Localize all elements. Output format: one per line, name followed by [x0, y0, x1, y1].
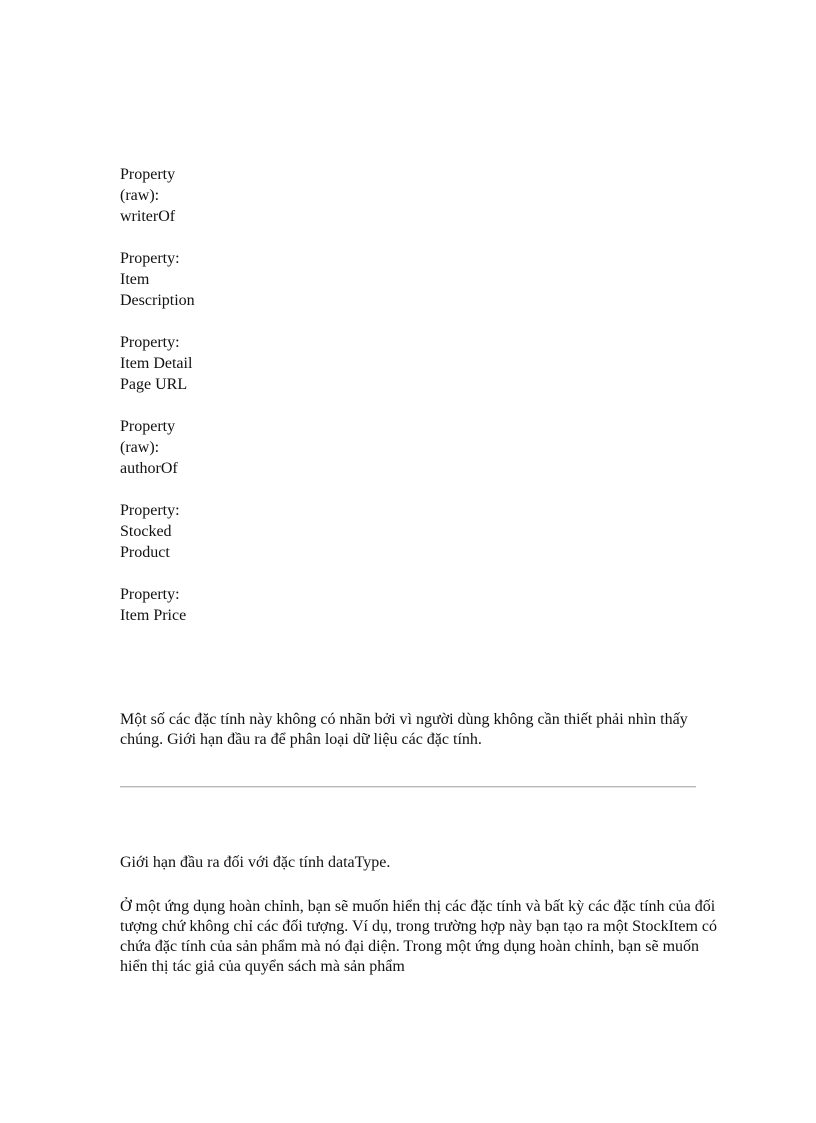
property-writer-of [120, 164, 240, 227]
property-item-description [120, 248, 240, 311]
property-line: Property [120, 166, 176, 183]
property-line: Description [120, 292, 195, 309]
horizontal-divider [120, 786, 696, 788]
property-line: Property: [120, 502, 180, 519]
property-author-of [120, 416, 240, 479]
property-stocked-product [120, 500, 240, 563]
paragraph-full-application: Ở một ứng dụng hoàn chỉnh, bạn sẽ muốn hiển thị các đặc tính và bất kỳ các đặc tính của đối tượng chứ không chỉ các đối tượng. Ví dụ, trong trường hợp này bạn tạo ra một StockItem có chứa đặc tính của sản phẩm mà nó đại diện. Trong một ứng dụng hoàn chỉnh, bạn sẽ muốn hiển thị tác giả của quyển sách mà sản phẩm [120, 898, 718, 975]
property-line: Property: [120, 586, 180, 603]
property-line: writerOf [120, 208, 176, 225]
property-line: Property [120, 418, 176, 435]
property-line: Item Detail [120, 355, 193, 372]
paragraph-label-note: Một số các đặc tính này không có nhãn bởi vì người dùng không cần thiết phải nhìn thấy chúng. Giới hạn đầu ra để phân loại dữ liệu các đặc tính. [120, 711, 688, 748]
property-line: (raw): [120, 187, 160, 204]
property-line: Property: [120, 250, 180, 267]
property-line: Property: [120, 334, 180, 351]
property-line: Item [120, 271, 150, 288]
property-item-price [120, 584, 240, 626]
property-line: Product [120, 544, 170, 561]
property-list [120, 164, 240, 647]
property-line: authorOf [120, 460, 178, 477]
property-line: Stocked [120, 523, 172, 540]
paragraph-datatype-limit: Giới hạn đầu ra đối với đặc tính dataType. [120, 854, 391, 871]
property-line: (raw): [120, 439, 160, 456]
property-line: Page URL [120, 376, 188, 393]
property-item-detail-page-url [120, 332, 240, 395]
property-line: Item Price [120, 607, 187, 624]
